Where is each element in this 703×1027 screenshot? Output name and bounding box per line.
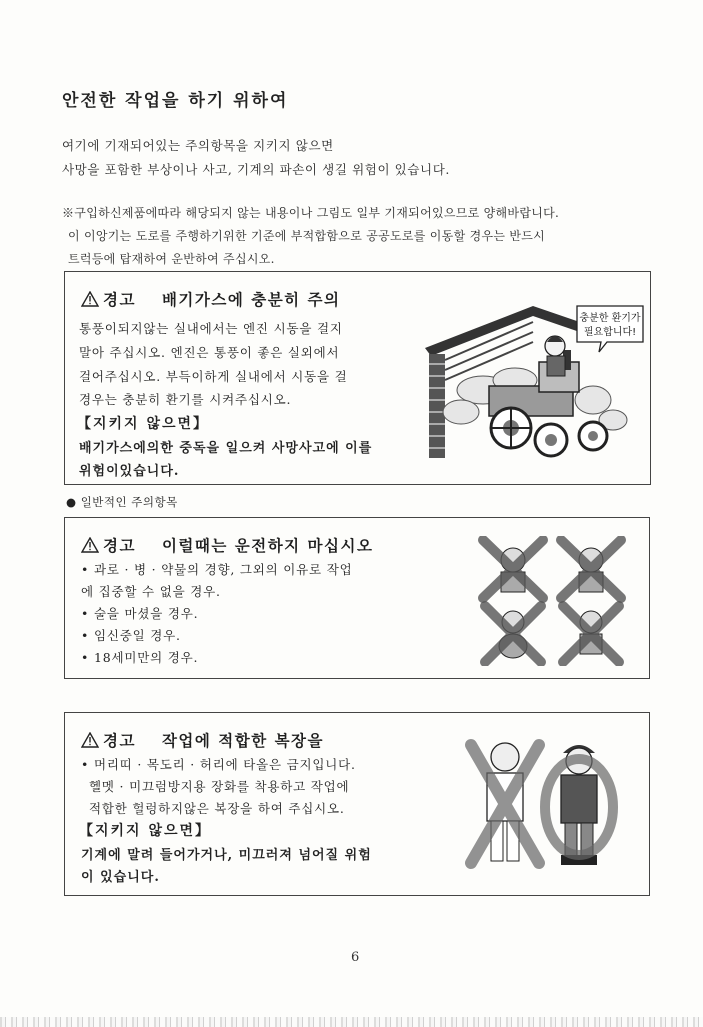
body-line: 경우는 충분히 환기를 시켜주십시오.: [79, 392, 292, 407]
item-line: 헬멧 · 미끄럼방지용 장화를 착용하고 작업에: [89, 779, 350, 794]
warning-heading: [81, 729, 324, 751]
consequence-line: 위험이있습니다.: [79, 464, 180, 479]
general-precautions-heading: ● 일반적인 주의항목: [66, 495, 178, 509]
warning-heading: [81, 288, 340, 310]
page-title: 안전한 작업을 하기 위하여: [62, 91, 289, 111]
consequence-label: 【지키지 않으면】: [79, 823, 212, 839]
warning-label: 경고: [103, 731, 136, 750]
body-line: 걸어주십시오. 부득이하게 실내에서 시동을 걸: [79, 369, 348, 384]
proper-clothing-worker-icon: [545, 745, 613, 865]
item-line: • 과로 · 병 · 약물의 경향, 그외의 이유로 작업: [81, 562, 353, 577]
item-line: • 머리띠 · 목도리 · 허리에 타올은 금지입니다.: [81, 757, 356, 772]
speech-bubble-line: 필요합니다!: [583, 327, 637, 338]
consequence-line: 배기가스에의한 중독을 일으켜 사망사고에 이를: [79, 441, 373, 456]
pregnant-person-icon: [485, 606, 541, 662]
body-line: 말아 주십시오. 엔진은 통풍이 좋은 실외에서: [79, 345, 340, 360]
warning-label: 경고: [103, 290, 136, 309]
tired-person-icon: [483, 540, 543, 598]
clothing-illustration: [463, 735, 623, 875]
warning-label: 경고: [103, 536, 136, 555]
warning-title: 배기가스에 충분히 주의: [161, 290, 341, 309]
warning-triangle-icon: [81, 537, 99, 553]
item-line: 에 집중할 수 없을 경우.: [81, 584, 221, 599]
consequence-label: 【지키지 않으면】: [77, 416, 210, 432]
item-line: 적합한 헐렁하지않은 복장을 하여 주십시오.: [89, 801, 345, 816]
scan-artifact-strip: [0, 1017, 703, 1027]
consequence-line: 이 있습니다.: [81, 870, 160, 885]
warning-triangle-icon: [81, 732, 99, 748]
minor-person-icon: [563, 606, 619, 662]
warning-box-exhaust: [64, 271, 651, 485]
consequence-line: 기계에 말려 들어가거나, 미끄러져 넘어질 위험: [81, 848, 372, 863]
improper-clothing-worker-icon: [471, 743, 539, 863]
warning-box-clothing: [64, 712, 650, 896]
intro-line-1: 여기에 기재되어있는 주의항목을 지키지 않으면: [62, 138, 334, 153]
warning-heading: [81, 534, 373, 556]
drinking-person-icon: [561, 540, 621, 598]
speech-bubble-line: 충분한 환기가: [579, 313, 641, 324]
warning-box-no-operating: [64, 517, 650, 679]
item-line: • 18세미만의 경우.: [81, 650, 199, 665]
item-line: • 임신중일 경우.: [81, 628, 181, 643]
warning-title: 이럴때는 운전하지 마십시오: [161, 536, 374, 555]
item-line: • 술을 마셨을 경우.: [81, 606, 199, 621]
intro-note-1: ※구입하신제품에따라 해당되지 않는 내용이나 그림도 일부 기재되어있으므로 양해바랍니다.: [62, 206, 560, 220]
intro-line-2: 사망을 포함한 부상이나 사고, 기계의 파손이 생길 위험이 있습니다.: [62, 162, 450, 177]
warning-title: 작업에 적합한 복장을: [161, 731, 325, 750]
prohibited-conditions-illustration: [477, 536, 627, 666]
intro-note-2: 이 이앙기는 도로를 주행하기위한 기준에 부적합함으로 공공도로를 이동할 경우는 반드시: [68, 229, 546, 243]
warning-triangle-icon: [81, 291, 99, 307]
body-line: 통풍이되지않는 실내에서는 엔진 시동을 걸지: [79, 321, 343, 336]
page-number: 6: [351, 950, 360, 965]
intro-note-3: 트럭등에 탑재하여 운반하여 주십시오.: [68, 252, 275, 266]
garage-tractor-illustration: [423, 300, 645, 470]
